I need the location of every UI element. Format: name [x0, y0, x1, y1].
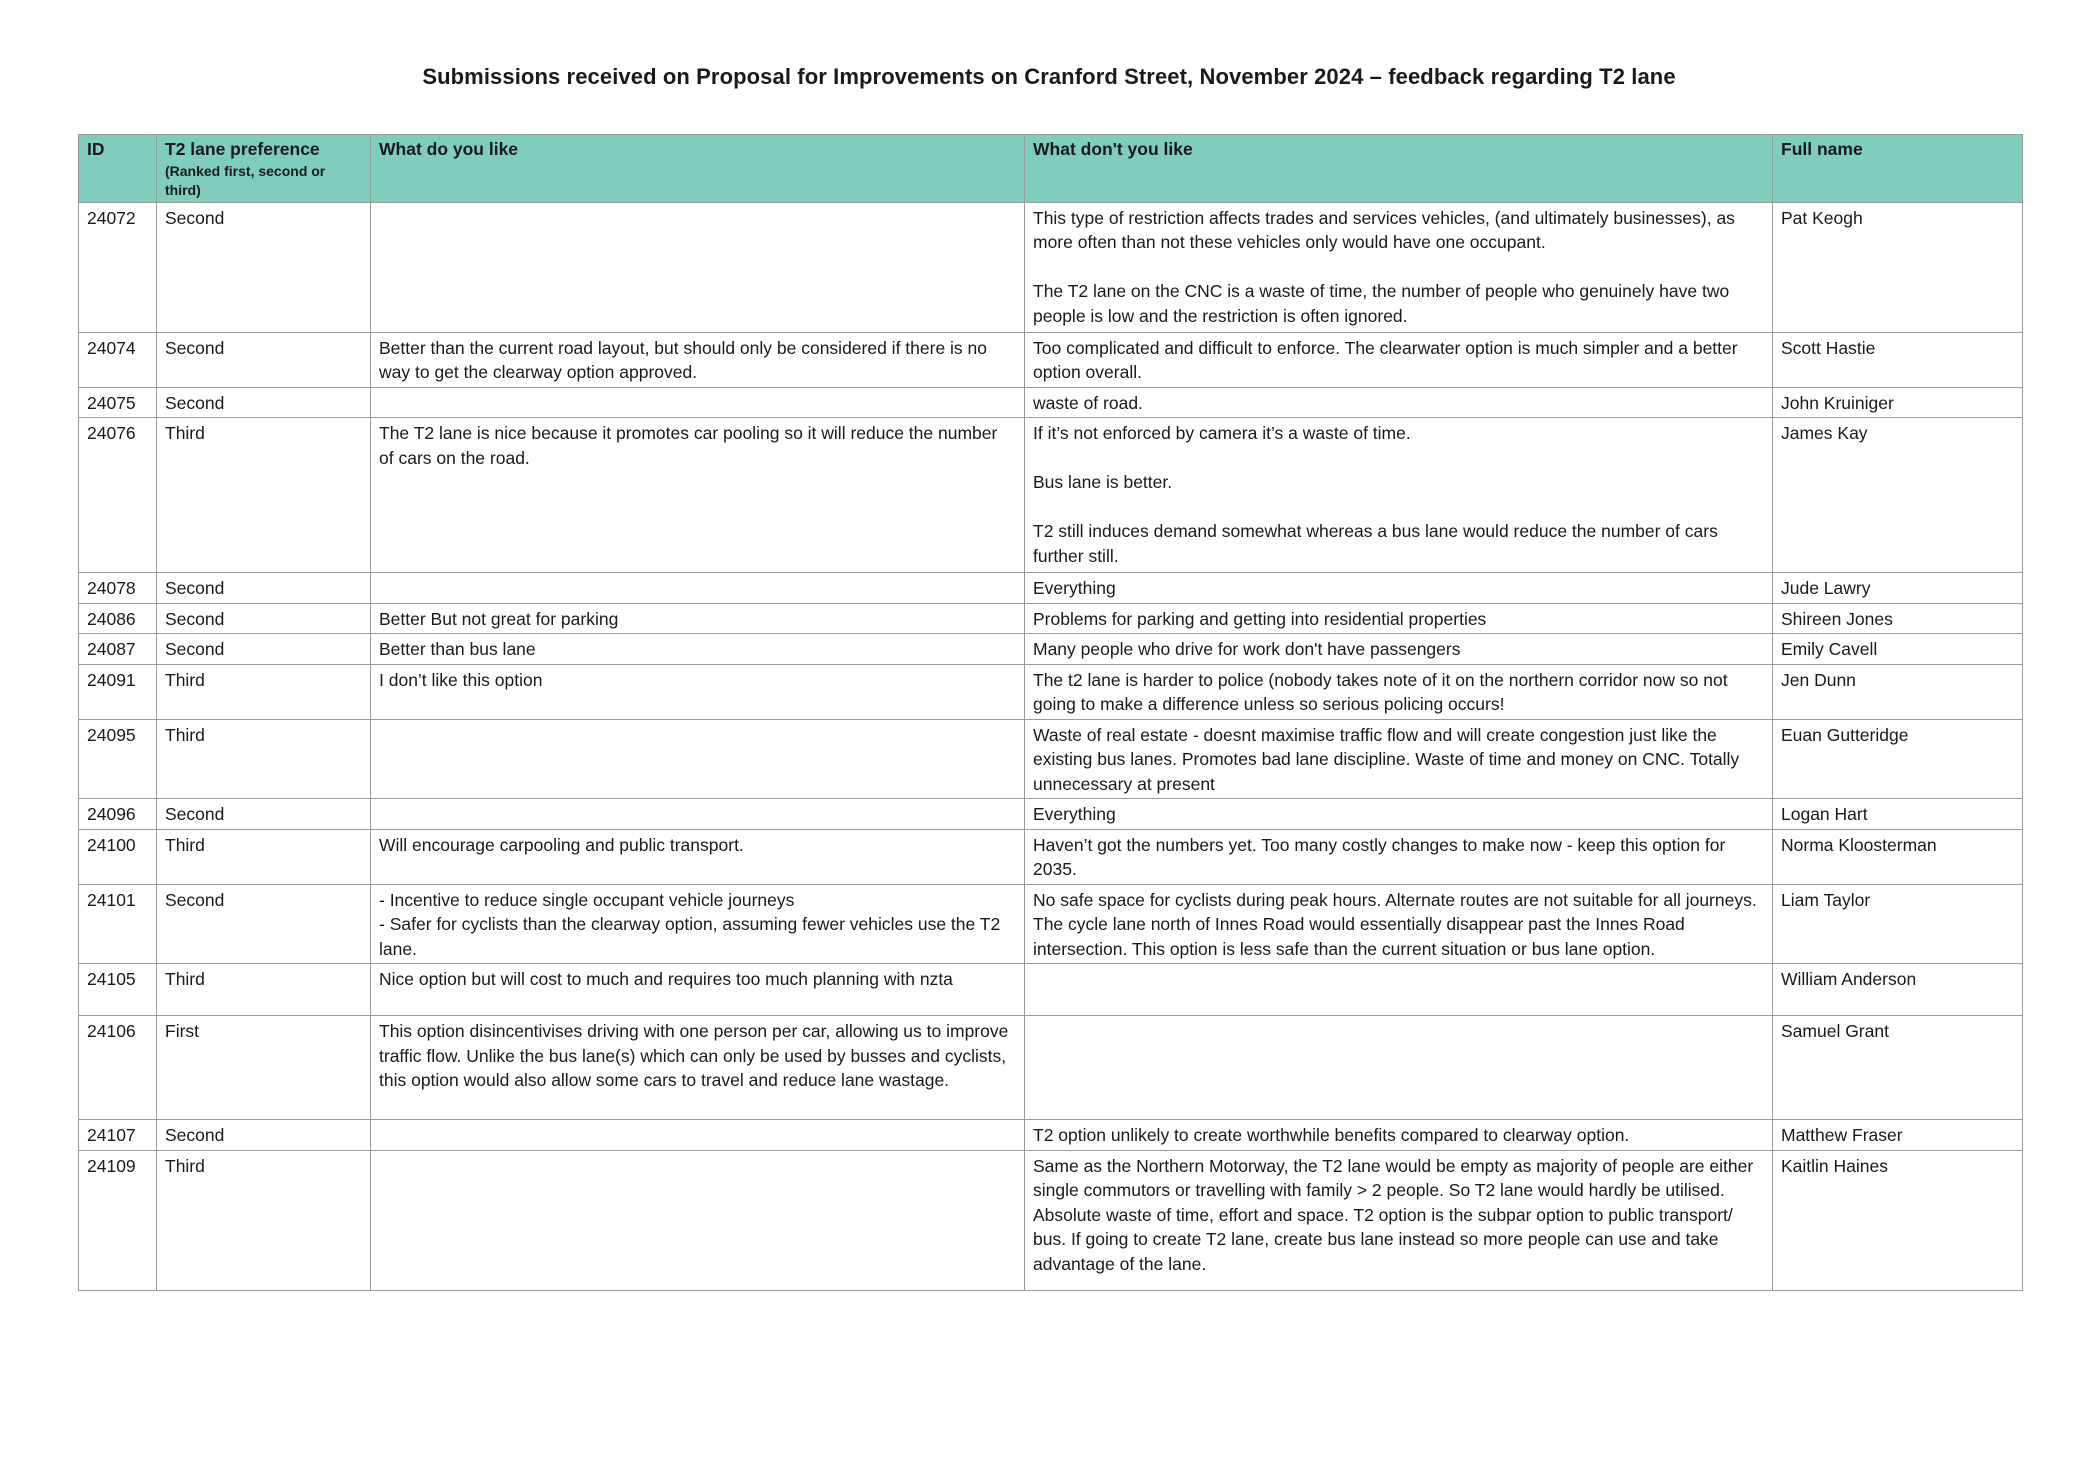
table-row [79, 202, 2023, 332]
cell-id [79, 964, 157, 1016]
cell-preference-text: Second [165, 639, 225, 659]
cell-like-text: Will encourage carpooling and public transport. [379, 834, 744, 855]
table-row [79, 829, 2023, 884]
cell-id-text: 24106 [87, 1021, 136, 1041]
cell-full-name-text: Kaitlin Haines [1781, 1155, 1888, 1176]
cell-preference-text: Third [165, 423, 205, 443]
table-row [79, 799, 2023, 830]
cell-full-name-text: Euan Gutteridge [1781, 724, 1909, 745]
cell-like [371, 603, 1025, 634]
cell-like-text: - Incentive to reduce single occupant vehicle journeys - Safer for cyclists than the clearway option, assuming fewer vehicles use the T2 lane. [379, 889, 1001, 959]
cell-preference [157, 603, 371, 634]
header-preference [157, 135, 371, 203]
cell-like [371, 1016, 1025, 1120]
page-title: Submissions received on Proposal for Improvements on Cranford Street, November 2024 – feedback regarding T2 lane [422, 64, 1676, 89]
cell-id-text: 24100 [87, 834, 136, 855]
table-row [79, 1120, 2023, 1151]
cell-full-name-text: Shireen Jones [1781, 608, 1893, 629]
cell-dislike-text: Haven’t got the numbers yet. Too many costly changes to make now - keep this option for 2035. [1033, 834, 1726, 879]
cell-dislike-text: No safe space for cyclists during peak hours. Alternate routes are not suitable for all journeys. The cycle lane north of Innes Road would essentially disappear past the Innes Road intersection. This option is less safe than the current situation or bus lane option. [1033, 889, 1757, 959]
cell-preference [157, 829, 371, 884]
cell-full-name [1773, 964, 2023, 1016]
cell-dislike [1025, 1016, 1773, 1120]
submissions-table [78, 134, 2023, 1291]
cell-id [79, 332, 157, 387]
cell-preference-text: Second [165, 392, 225, 413]
cell-like [371, 719, 1025, 799]
cell-id-text: 24095 [87, 724, 136, 745]
cell-like-text: Better than the current road layout, but should only be considered if there is no way to get the clearway option approved. [379, 337, 988, 382]
cell-preference [157, 1016, 371, 1120]
cell-full-name-text: Liam Taylor [1781, 889, 1871, 910]
cell-full-name [1773, 573, 2023, 604]
cell-preference-text: Second [165, 578, 225, 598]
cell-dislike [1025, 202, 1773, 332]
cell-full-name [1773, 202, 2023, 332]
table-row [79, 573, 2023, 604]
header-dislike: What don't you like [1025, 135, 1773, 203]
table-row [79, 719, 2023, 799]
cell-full-name [1773, 387, 2023, 418]
cell-dislike-text: The t2 lane is harder to police (nobody takes note of it on the northern corridor now so not going to make a difference unless so serious policing occurs! [1033, 669, 1728, 714]
cell-like [371, 1150, 1025, 1290]
cell-full-name [1773, 884, 2023, 964]
cell-like-text: This option disincentivises driving with one person per car, allowing us to improve traffic flow. Unlike the bus lane(s) which can only be used by busses and cyclists, this option would also allow some cars to travel and reduce lane wastage. [379, 1021, 1009, 1090]
header-like: What do you like [371, 135, 1025, 203]
cell-preference [157, 719, 371, 799]
cell-preference-text: Second [165, 337, 225, 358]
cell-full-name [1773, 1016, 2023, 1120]
cell-preference-text: Third [165, 969, 205, 989]
cell-id-text: 24101 [87, 889, 136, 910]
header-preference-subtitle: (Ranked first, second or third) [165, 162, 326, 198]
cell-dislike-text: waste of road. [1033, 392, 1143, 413]
cell-dislike [1025, 884, 1773, 964]
cell-like [371, 418, 1025, 573]
table-row [79, 1150, 2023, 1290]
cell-full-name-text: Norma Kloosterman [1781, 834, 1937, 855]
cell-full-name-text: Emily Cavell [1781, 639, 1878, 659]
cell-preference-text: Third [165, 834, 205, 855]
cell-id [79, 884, 157, 964]
cell-id [79, 1016, 157, 1120]
cell-id [79, 1120, 157, 1151]
cell-dislike [1025, 1120, 1773, 1151]
cell-full-name-text: Jen Dunn [1781, 669, 1856, 690]
cell-preference-text: Second [165, 1125, 225, 1145]
cell-id-text: 24096 [87, 804, 136, 824]
header-preference-label: T2 lane preference [165, 139, 320, 159]
cell-id [79, 664, 157, 719]
cell-dislike-text: Same as the Northern Motorway, the T2 lane would be empty as majority of people are either single commutors or travelling with family > 2 people. So T2 lane would hardly be utilised. Absolute waste of time, effort and space. T2 option is the subpar option to public transport/ bus. If going to create T2 lane, create bus lane instead so more people can use and take advantage of the lane. [1033, 1155, 1754, 1274]
cell-full-name-text: John Kruiniger [1781, 392, 1894, 413]
table-row [79, 634, 2023, 665]
cell-id [79, 603, 157, 634]
cell-id [79, 573, 157, 604]
cell-dislike [1025, 664, 1773, 719]
cell-full-name-text: Logan Hart [1781, 804, 1868, 824]
cell-dislike-text: T2 option unlikely to create worthwhile benefits compared to clearway option. [1033, 1125, 1630, 1145]
cell-preference [157, 634, 371, 665]
table-row [79, 664, 2023, 719]
cell-id-text: 24076 [87, 423, 136, 443]
cell-full-name-text: James Kay [1781, 423, 1868, 443]
cell-dislike-text: Many people who drive for work don't have passengers [1033, 639, 1461, 659]
cell-dislike [1025, 387, 1773, 418]
cell-full-name-text: Scott Hastie [1781, 337, 1876, 358]
cell-preference-text: Second [165, 889, 225, 910]
cell-id [79, 202, 157, 332]
cell-dislike-text: Too complicated and difficult to enforce. The clearwater option is much simpler and a better option overall. [1033, 337, 1738, 382]
table-row [79, 387, 2023, 418]
table-header-row [79, 135, 2023, 203]
cell-id-text: 24072 [87, 207, 136, 228]
cell-id-text: 24091 [87, 669, 136, 690]
table-row [79, 884, 2023, 964]
cell-id [79, 799, 157, 830]
cell-id-text: 24075 [87, 392, 136, 413]
cell-full-name [1773, 829, 2023, 884]
cell-preference-text: Second [165, 608, 225, 629]
cell-like [371, 829, 1025, 884]
cell-dislike [1025, 1150, 1773, 1290]
cell-id-text: 24078 [87, 578, 136, 598]
cell-full-name-text: Pat Keogh [1781, 207, 1863, 228]
cell-like [371, 1120, 1025, 1151]
cell-preference [157, 418, 371, 573]
cell-preference [157, 664, 371, 719]
cell-like [371, 332, 1025, 387]
cell-dislike [1025, 418, 1773, 573]
cell-preference-text: Third [165, 724, 205, 745]
cell-preference [157, 1150, 371, 1290]
table-row [79, 332, 2023, 387]
cell-full-name-text: William Anderson [1781, 969, 1917, 989]
cell-full-name-text: Samuel Grant [1781, 1021, 1889, 1041]
cell-id-text: 24105 [87, 969, 136, 989]
cell-full-name [1773, 332, 2023, 387]
cell-preference-text: Second [165, 207, 225, 228]
cell-dislike [1025, 799, 1773, 830]
cell-like-text: Better But not great for parking [379, 608, 619, 629]
cell-full-name [1773, 799, 2023, 830]
cell-preference [157, 799, 371, 830]
cell-dislike [1025, 829, 1773, 884]
cell-full-name [1773, 1120, 2023, 1151]
cell-like-text: The T2 lane is nice because it promotes car pooling so it will reduce the number of cars on the road. [379, 423, 998, 468]
cell-full-name [1773, 719, 2023, 799]
cell-id-text: 24086 [87, 608, 136, 629]
cell-dislike-text: Waste of real estate - doesnt maximise traffic flow and will create congestion just like the existing bus lanes. Promotes bad lane discipline. Waste of time and money on CNC. Totally unnecessary at present [1033, 724, 1740, 794]
cell-id [79, 1150, 157, 1290]
cell-preference-text: Third [165, 1155, 205, 1176]
cell-full-name [1773, 634, 2023, 665]
cell-dislike-text: Problems for parking and getting into residential properties [1033, 608, 1487, 629]
cell-full-name-text: Jude Lawry [1781, 578, 1871, 598]
cell-id [79, 829, 157, 884]
header-name: Full name [1773, 135, 2023, 203]
cell-like [371, 387, 1025, 418]
cell-dislike [1025, 573, 1773, 604]
cell-dislike-text: Everything [1033, 578, 1116, 598]
table-row [79, 418, 2023, 573]
cell-id-text: 24107 [87, 1125, 136, 1145]
cell-like-text: Nice option but will cost to much and requires too much planning with nzta [379, 969, 953, 989]
cell-dislike-text: If it’s not enforced by camera it’s a waste of time. Bus lane is better. T2 still induces demand somewhat whereas a bus lane would reduce the number of cars further still. [1033, 423, 1718, 566]
cell-like [371, 634, 1025, 665]
cell-preference [157, 387, 371, 418]
table-body [79, 202, 2023, 1290]
cell-preference [157, 964, 371, 1016]
cell-id [79, 387, 157, 418]
cell-id-text: 24109 [87, 1155, 136, 1176]
cell-full-name [1773, 418, 2023, 573]
cell-dislike [1025, 332, 1773, 387]
cell-full-name [1773, 664, 2023, 719]
cell-like [371, 884, 1025, 964]
table-row [79, 603, 2023, 634]
cell-preference [157, 1120, 371, 1151]
cell-like [371, 202, 1025, 332]
cell-id [79, 634, 157, 665]
table-row [79, 1016, 2023, 1120]
header-id: ID [79, 135, 157, 203]
cell-like-text: Better than bus lane [379, 639, 536, 659]
cell-full-name [1773, 603, 2023, 634]
cell-id-text: 24087 [87, 639, 136, 659]
cell-dislike-text: This type of restriction affects trades and services vehicles, (and ultimately businesses), as more often than not these vehicles only would have one occupant. The T2 lane on the CNC is a waste of time, the number of people who genuinely have two people is low and the restriction is often ignored. [1033, 207, 1735, 326]
cell-dislike [1025, 964, 1773, 1016]
cell-like [371, 664, 1025, 719]
cell-preference [157, 202, 371, 332]
cell-like-text: I don’t like this option [379, 669, 543, 690]
cell-dislike [1025, 603, 1773, 634]
cell-full-name-text: Matthew Fraser [1781, 1125, 1903, 1145]
cell-preference [157, 573, 371, 604]
cell-preference [157, 884, 371, 964]
cell-full-name [1773, 1150, 2023, 1290]
cell-id [79, 418, 157, 573]
cell-preference-text: Third [165, 669, 205, 690]
cell-like [371, 573, 1025, 604]
cell-like [371, 799, 1025, 830]
cell-dislike [1025, 634, 1773, 665]
table-row [79, 964, 2023, 1016]
cell-dislike [1025, 719, 1773, 799]
cell-id-text: 24074 [87, 337, 136, 358]
cell-like [371, 964, 1025, 1016]
cell-preference [157, 332, 371, 387]
cell-dislike-text: Everything [1033, 804, 1116, 824]
cell-preference-text: Second [165, 804, 225, 824]
cell-preference-text: First [165, 1021, 200, 1041]
cell-id [79, 719, 157, 799]
